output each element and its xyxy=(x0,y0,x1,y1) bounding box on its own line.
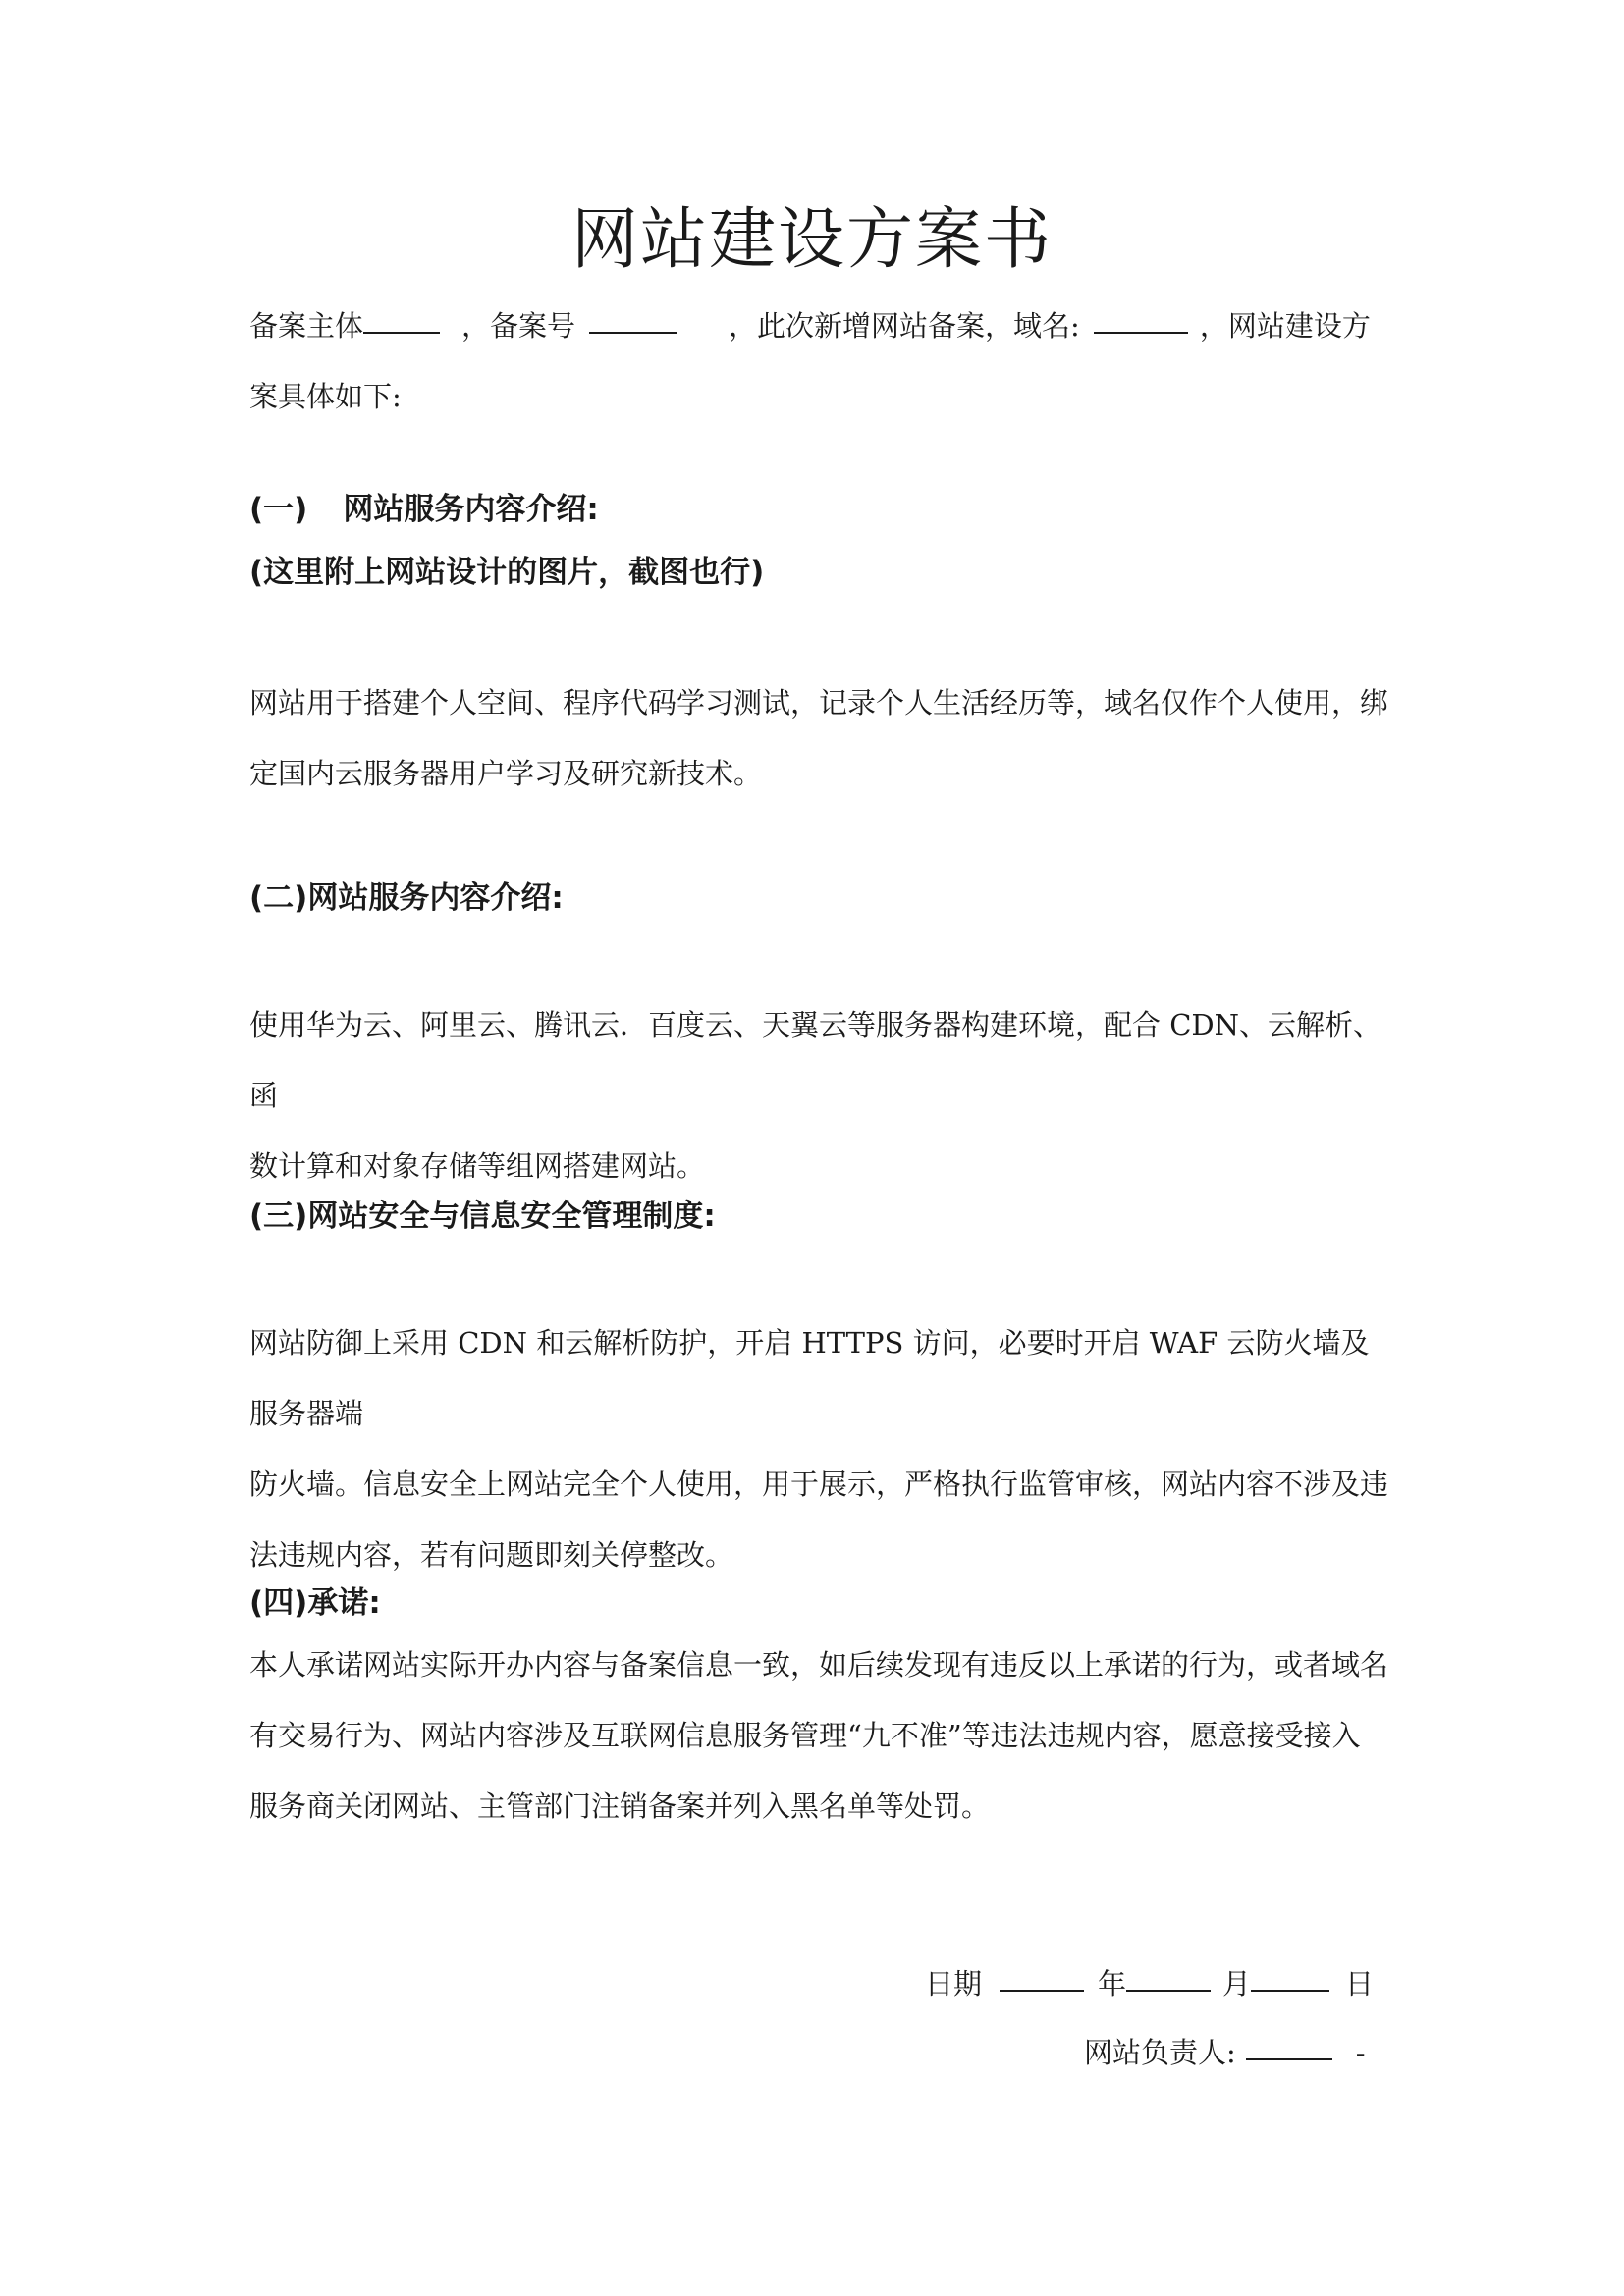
section-3-line-3: 法违规内容，若有问题即刻关停整改。 xyxy=(249,1538,734,1572)
intro-tail: ，网站建设方 xyxy=(1199,309,1371,343)
section-3-heading: (三)网站安全与信息安全管理制度: xyxy=(249,1199,716,1234)
intro-paragraph xyxy=(249,291,1388,432)
year-blank xyxy=(1000,1989,1084,1992)
section-2-line-1: 使用华为云、阿里云、腾讯云．百度云、天翼云等服务器构建环境，配合 CDN、云解析、函 xyxy=(249,1008,1382,1112)
section-1-line-1: 网站用于搭建个人空间、程序代码学习测试，记录个人生活经历等，域名仅作个人使用，绑 xyxy=(249,686,1389,720)
section-1-title: 网站服务内容介绍: xyxy=(343,492,599,527)
month-label: 月 xyxy=(1222,1967,1252,2001)
section-4-line-2: 有交易行为、网站内容涉及互联网信息服务管理“九不准”等违法违规内容，愿意接受接入 xyxy=(249,1719,1361,1752)
section-2-line-2: 数计算和对象存储等组网搭建网站。 xyxy=(249,1149,706,1183)
record-number-blank xyxy=(589,331,677,334)
intro-line-2: 案具体如下: xyxy=(249,380,402,413)
domain-blank xyxy=(1094,331,1188,334)
section-1-body xyxy=(249,667,1388,809)
date-label: 日期 xyxy=(925,1967,983,2001)
section-2-body xyxy=(249,989,1388,1201)
intro-line-1 xyxy=(249,291,1388,361)
responsible-person-blank xyxy=(1246,2057,1332,2060)
section-4-body xyxy=(249,1629,1388,1842)
section-4-line-3: 服务商关闭网站、主管部门注销备案并列入黑名单等处罚。 xyxy=(249,1789,991,1823)
month-blank xyxy=(1126,1989,1211,1992)
day-label: 日 xyxy=(1345,1967,1375,2001)
section-3-body xyxy=(249,1308,1388,1590)
year-label: 年 xyxy=(1098,1967,1127,2001)
section-4-line-1: 本人承诺网站实际开办内容与备案信息一致，如后续发现有违反以上承诺的行为，或者域名 xyxy=(249,1648,1389,1682)
section-1-heading xyxy=(249,485,1388,534)
trailing-mark: - xyxy=(1355,2036,1366,2069)
responsible-person-label: 网站负责人: xyxy=(1084,2036,1236,2069)
day-blank xyxy=(1251,1989,1329,1992)
intro-subject-label: 备案主体 xyxy=(249,309,364,343)
section-1-line-2: 定国内云服务器用户学习及研究新技术。 xyxy=(249,757,763,790)
subject-blank xyxy=(363,331,440,334)
document-title: 网站建设方案书 xyxy=(570,201,1053,279)
intro-record-label: ，备案号 xyxy=(461,309,576,343)
section-3-line-2: 防火墙。信息安全上网站完全个人使用，用于展示，严格执行监管审核，网站内容不涉及违 xyxy=(249,1468,1389,1501)
section-2-heading: (二)网站服务内容介绍: xyxy=(249,881,564,916)
intro-domain-label: ，此次新增网站备案，域名: xyxy=(729,309,1080,343)
responsible-person-line xyxy=(1084,2028,1366,2077)
section-1-subheading: (这里附上网站设计的图片，截图也行) xyxy=(249,555,765,590)
date-line xyxy=(925,1959,1374,2008)
section-1-number: (一) xyxy=(249,492,308,527)
section-3-line-1: 网站防御上采用 CDN 和云解析防护，开启 HTTPS 访问，必要时开启 WAF 云防火墙及服务器端 xyxy=(249,1326,1370,1430)
section-4-heading: (四)承诺: xyxy=(249,1585,381,1621)
